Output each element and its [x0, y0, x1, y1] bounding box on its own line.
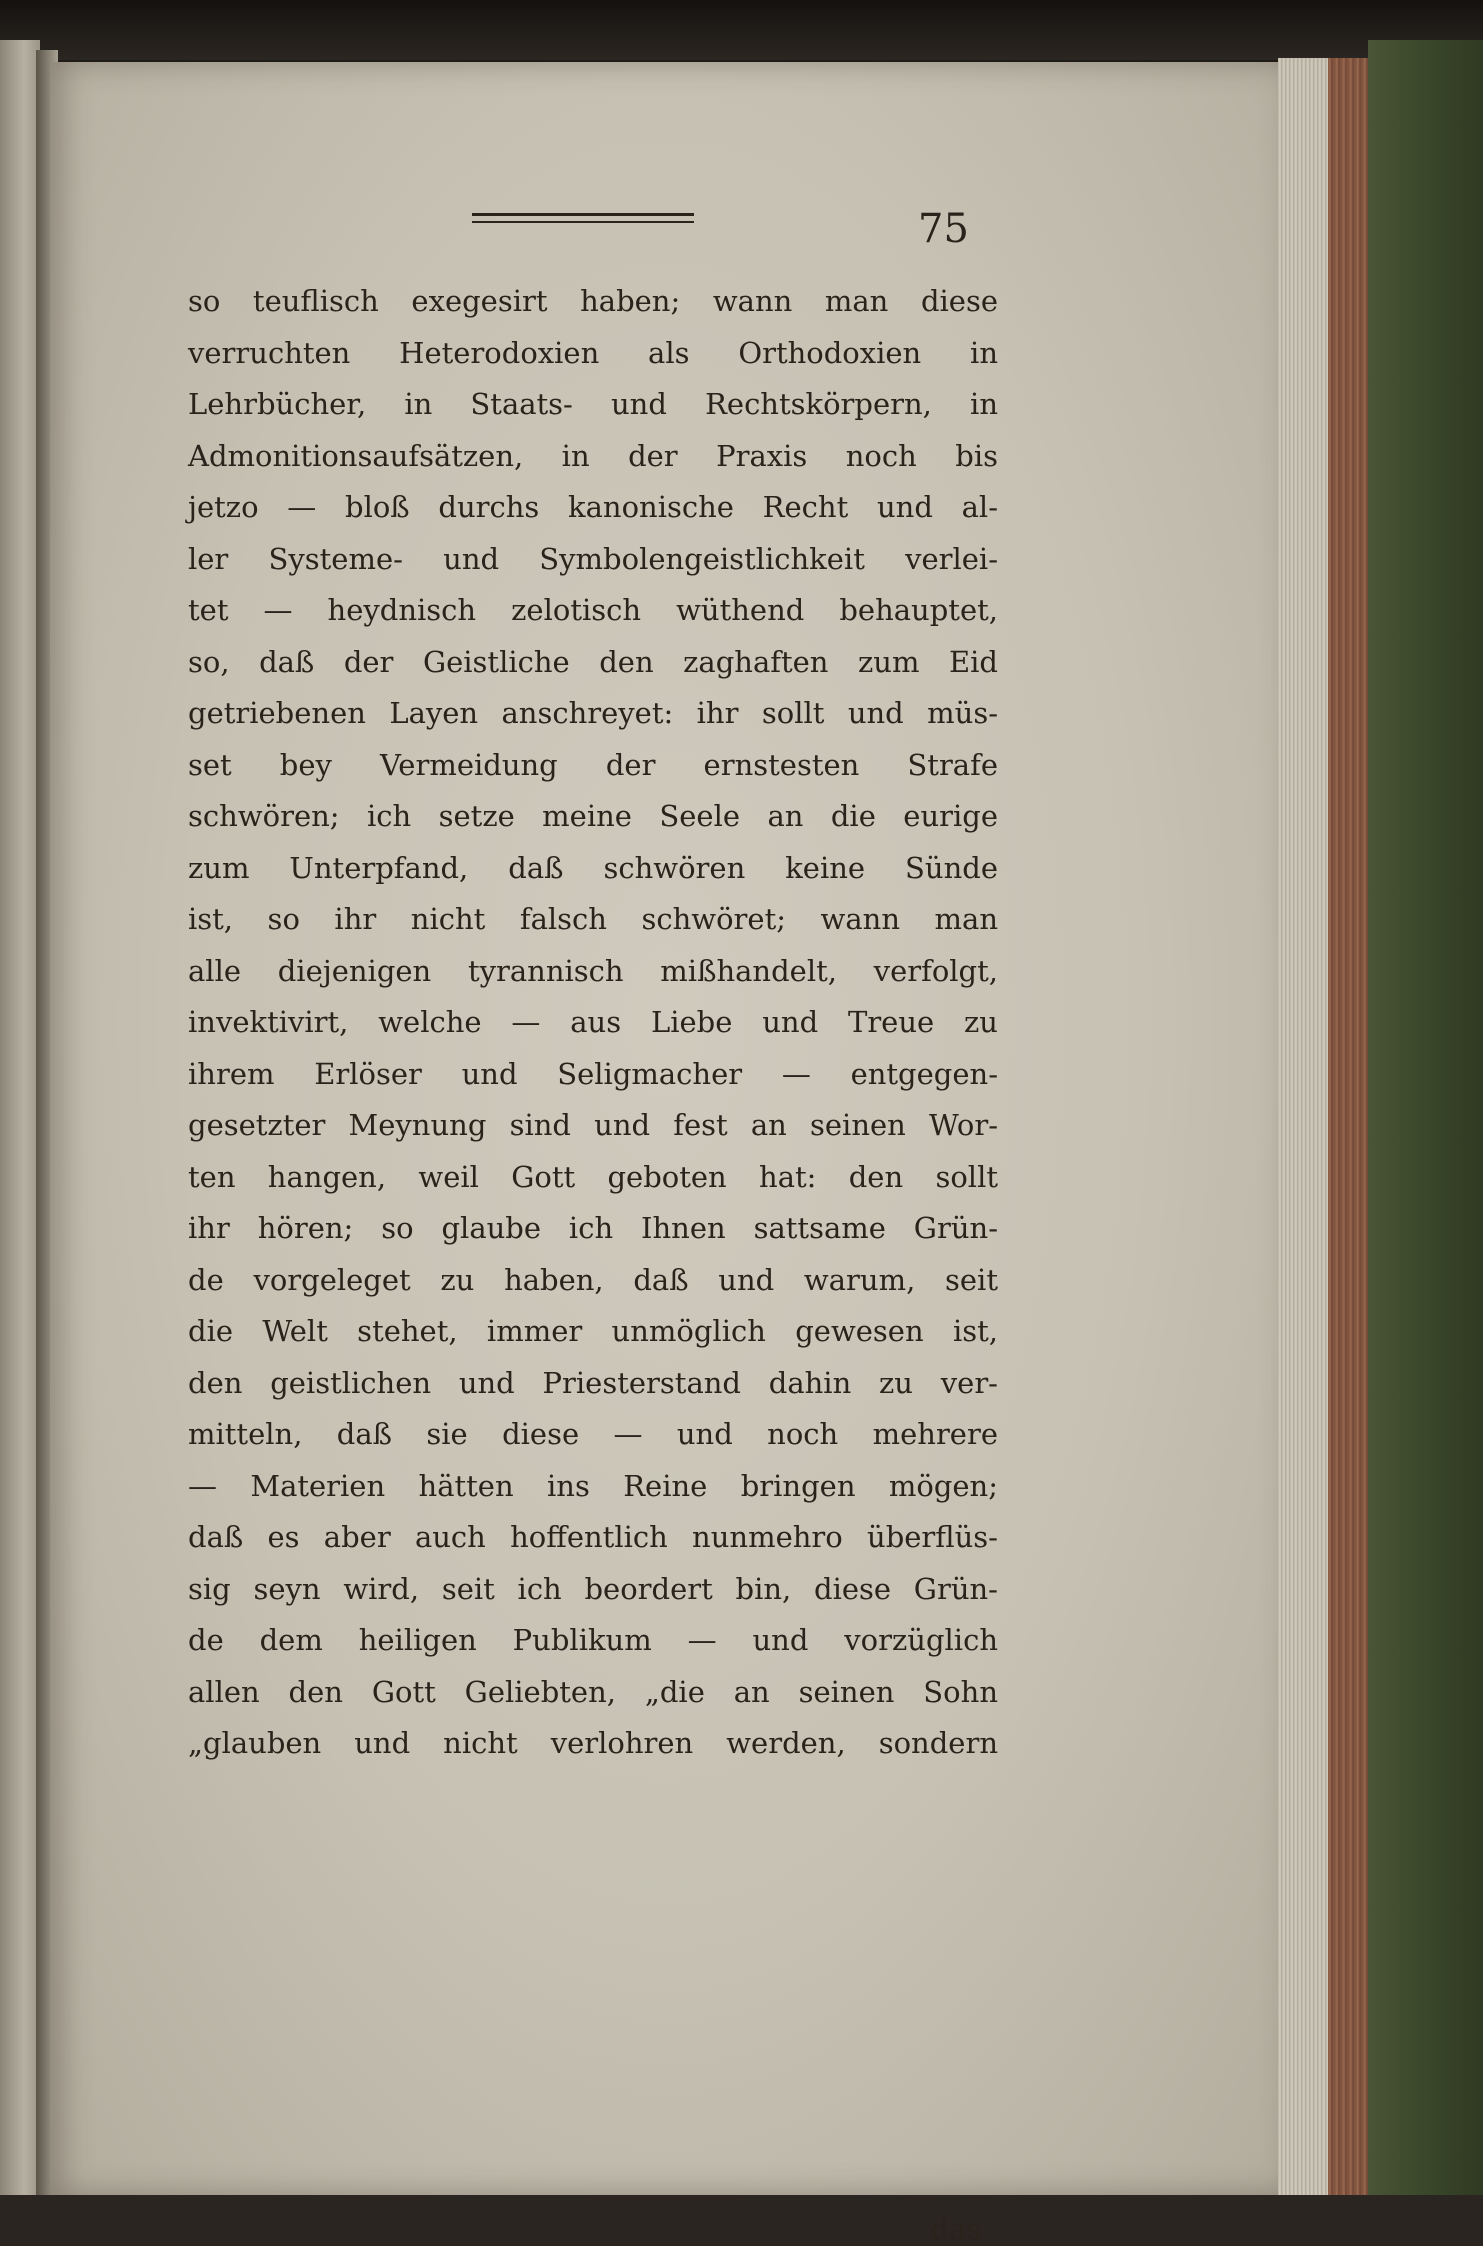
text-line: tet — heydnisch zelotisch wüthend behauptet,	[188, 593, 998, 627]
book-cover	[1368, 40, 1483, 2195]
text-line: gesetzter Meynung sind und fest an seinen Wor-	[188, 1108, 998, 1142]
header-rule	[472, 213, 694, 216]
header-rule-thin	[472, 221, 694, 223]
text-line: mitteln, daß sie diese — und noch mehrere	[188, 1417, 998, 1451]
text-line: de vorgeleget zu haben, daß und warum, seit	[188, 1262, 998, 1297]
text-line: ist, so ihr nicht falsch schwöret; wann man	[188, 902, 998, 936]
text-line: den geistlichen und Priesterstand dahin zu ver-	[188, 1365, 998, 1400]
text-line: so teuflisch exegesirt haben; wann man diese	[188, 284, 998, 318]
text-line: „glauben und nicht verlohren werden, sondern	[188, 1726, 998, 1760]
text-line: ten hangen, weil Gott geboten hat: den sollt	[188, 1159, 998, 1194]
facing-page-edge	[0, 40, 40, 2195]
text-line: jetzo — bloß durchs kanonische Recht und al-	[188, 490, 998, 524]
text-line: so, daß der Geistliche den zaghaften zum Eid	[188, 644, 998, 679]
background-top	[0, 0, 1483, 60]
body-text	[188, 276, 998, 1770]
text-line: ler Systeme- und Symbolengeistlichkeit verlei-	[188, 541, 998, 576]
text-line: zum Unterpfand, daß schwören keine Sünde	[188, 850, 998, 885]
text-line: set bey Vermeidung der ernstesten Strafe	[188, 747, 998, 782]
page-number: 75	[918, 206, 969, 252]
text-line: — Materien hätten ins Reine bringen mögen;	[188, 1468, 998, 1503]
page-edges-light	[1278, 58, 1328, 2195]
text-line: allen den Gott Geliebten, „die an seinen Sohn	[188, 1674, 998, 1709]
text-line: sig seyn wird, seit ich beordert bin, diese Grün-	[188, 1571, 998, 1606]
text-line: daß es aber auch hoffentlich nunmehro überflüs-	[188, 1520, 998, 1554]
text-line: de dem heiligen Publikum — und vorzüglich	[188, 1623, 998, 1657]
text-line: ihrem Erlöser und Seligmacher — entgegen-	[188, 1056, 998, 1091]
text-line: alle diejenigen tyrannisch mißhandelt, verfolgt,	[188, 953, 998, 988]
text-line: Lehrbücher, in Staats- und Rechtskörpern, in	[188, 387, 998, 421]
text-line: verruchten Heterodoxien als Orthodoxien in	[188, 335, 998, 370]
text-line: die Welt stehet, immer unmöglich gewesen ist,	[188, 1314, 998, 1348]
text-line: ihr hören; so glaube ich Ihnen sattsame Grün-	[188, 1211, 998, 1245]
text-line: invektivirt, welche — aus Liebe und Treue zu	[188, 1005, 998, 1039]
text-line: getriebenen Layen anschreyet: ihr sollt und müs-	[188, 696, 998, 730]
text-line: Admonitionsaufsätzen, in der Praxis noch bis	[188, 438, 998, 473]
catchword: das	[930, 2212, 981, 2246]
text-line: schwören; ich setze meine Seele an die eurige	[188, 799, 998, 833]
